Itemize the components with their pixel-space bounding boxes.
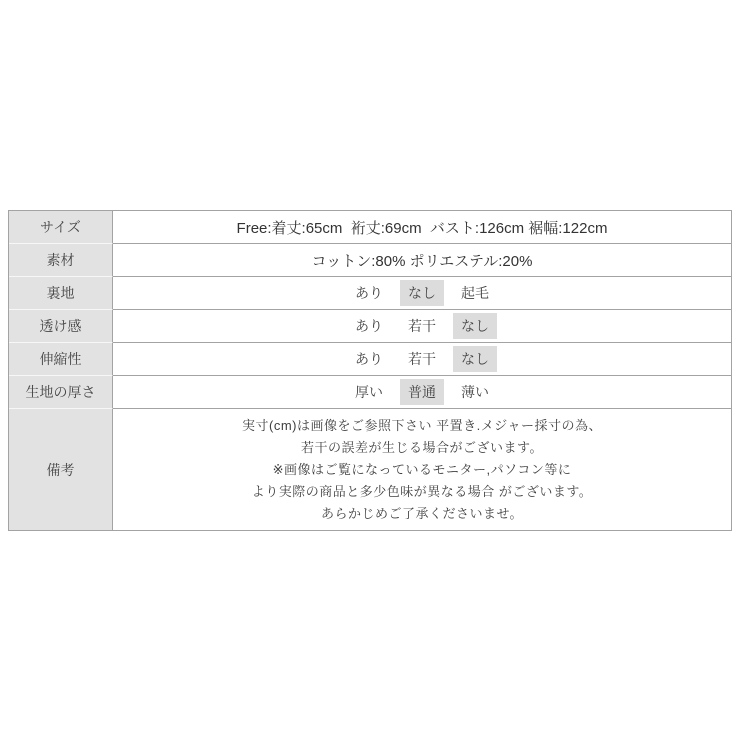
option-group-lining (113, 280, 731, 306)
option-stretch-jakkan: 若干 (408, 351, 436, 367)
row-label-notes: 備考 (9, 409, 113, 531)
row-value-material: コットン:80% ポリエステル:20% (113, 244, 732, 277)
spec-row-size (9, 211, 732, 244)
note-line: あらかじめご了承くださいませ。 (320, 505, 524, 521)
row-value-stretch (113, 343, 732, 376)
note-line: より実際の商品と多少色味が異なる場合 がございます。 (251, 483, 593, 499)
option-lining-ari: あり (355, 285, 383, 301)
spec-row-thickness (9, 376, 732, 409)
spec-row-notes (9, 409, 732, 531)
row-label-material: 素材 (9, 244, 113, 277)
product-spec-section (8, 210, 732, 531)
option-lining-kimo: 起毛 (461, 285, 489, 301)
option-group-sheerness (113, 313, 731, 339)
option-sheerness-jakkan: 若干 (408, 318, 436, 334)
row-value-notes (113, 409, 732, 531)
spec-row-sheerness (9, 310, 732, 343)
product-spec-table (8, 210, 732, 531)
row-value-size: Free:着丈:65cm 裄丈:69cm バスト:126cm 裾幅:122cm (113, 211, 732, 244)
note-line: ※画像はご覧になっているモニター,パソコン等に (272, 461, 572, 477)
row-value-thickness (113, 376, 732, 409)
option-thickness-usui: 薄い (461, 384, 489, 400)
row-value-lining (113, 277, 732, 310)
option-sheerness-ari: あり (355, 318, 383, 334)
row-label-size: サイズ (9, 211, 113, 244)
option-group-thickness (113, 379, 731, 405)
option-stretch-ari: あり (355, 351, 383, 367)
option-group-stretch (113, 346, 731, 372)
option-thickness-atsui: 厚い (355, 384, 383, 400)
row-value-sheerness (113, 310, 732, 343)
row-label-thickness: 生地の厚さ (9, 376, 113, 409)
spec-row-stretch (9, 343, 732, 376)
spec-row-material (9, 244, 732, 277)
option-thickness-futsuu: 普通 (400, 379, 444, 405)
note-line: 若干の誤差が生じる場合がございます。 (301, 439, 543, 455)
row-label-sheerness: 透け感 (9, 310, 113, 343)
option-stretch-nashi: なし (453, 346, 497, 372)
row-label-stretch: 伸縮性 (9, 343, 113, 376)
option-lining-nashi: なし (400, 280, 444, 306)
note-line: 実寸(cm)は画像をご参照下さい 平置き.メジャー採寸の為、 (242, 417, 602, 433)
option-sheerness-nashi: なし (453, 313, 497, 339)
spec-row-lining (9, 277, 732, 310)
row-label-lining: 裏地 (9, 277, 113, 310)
